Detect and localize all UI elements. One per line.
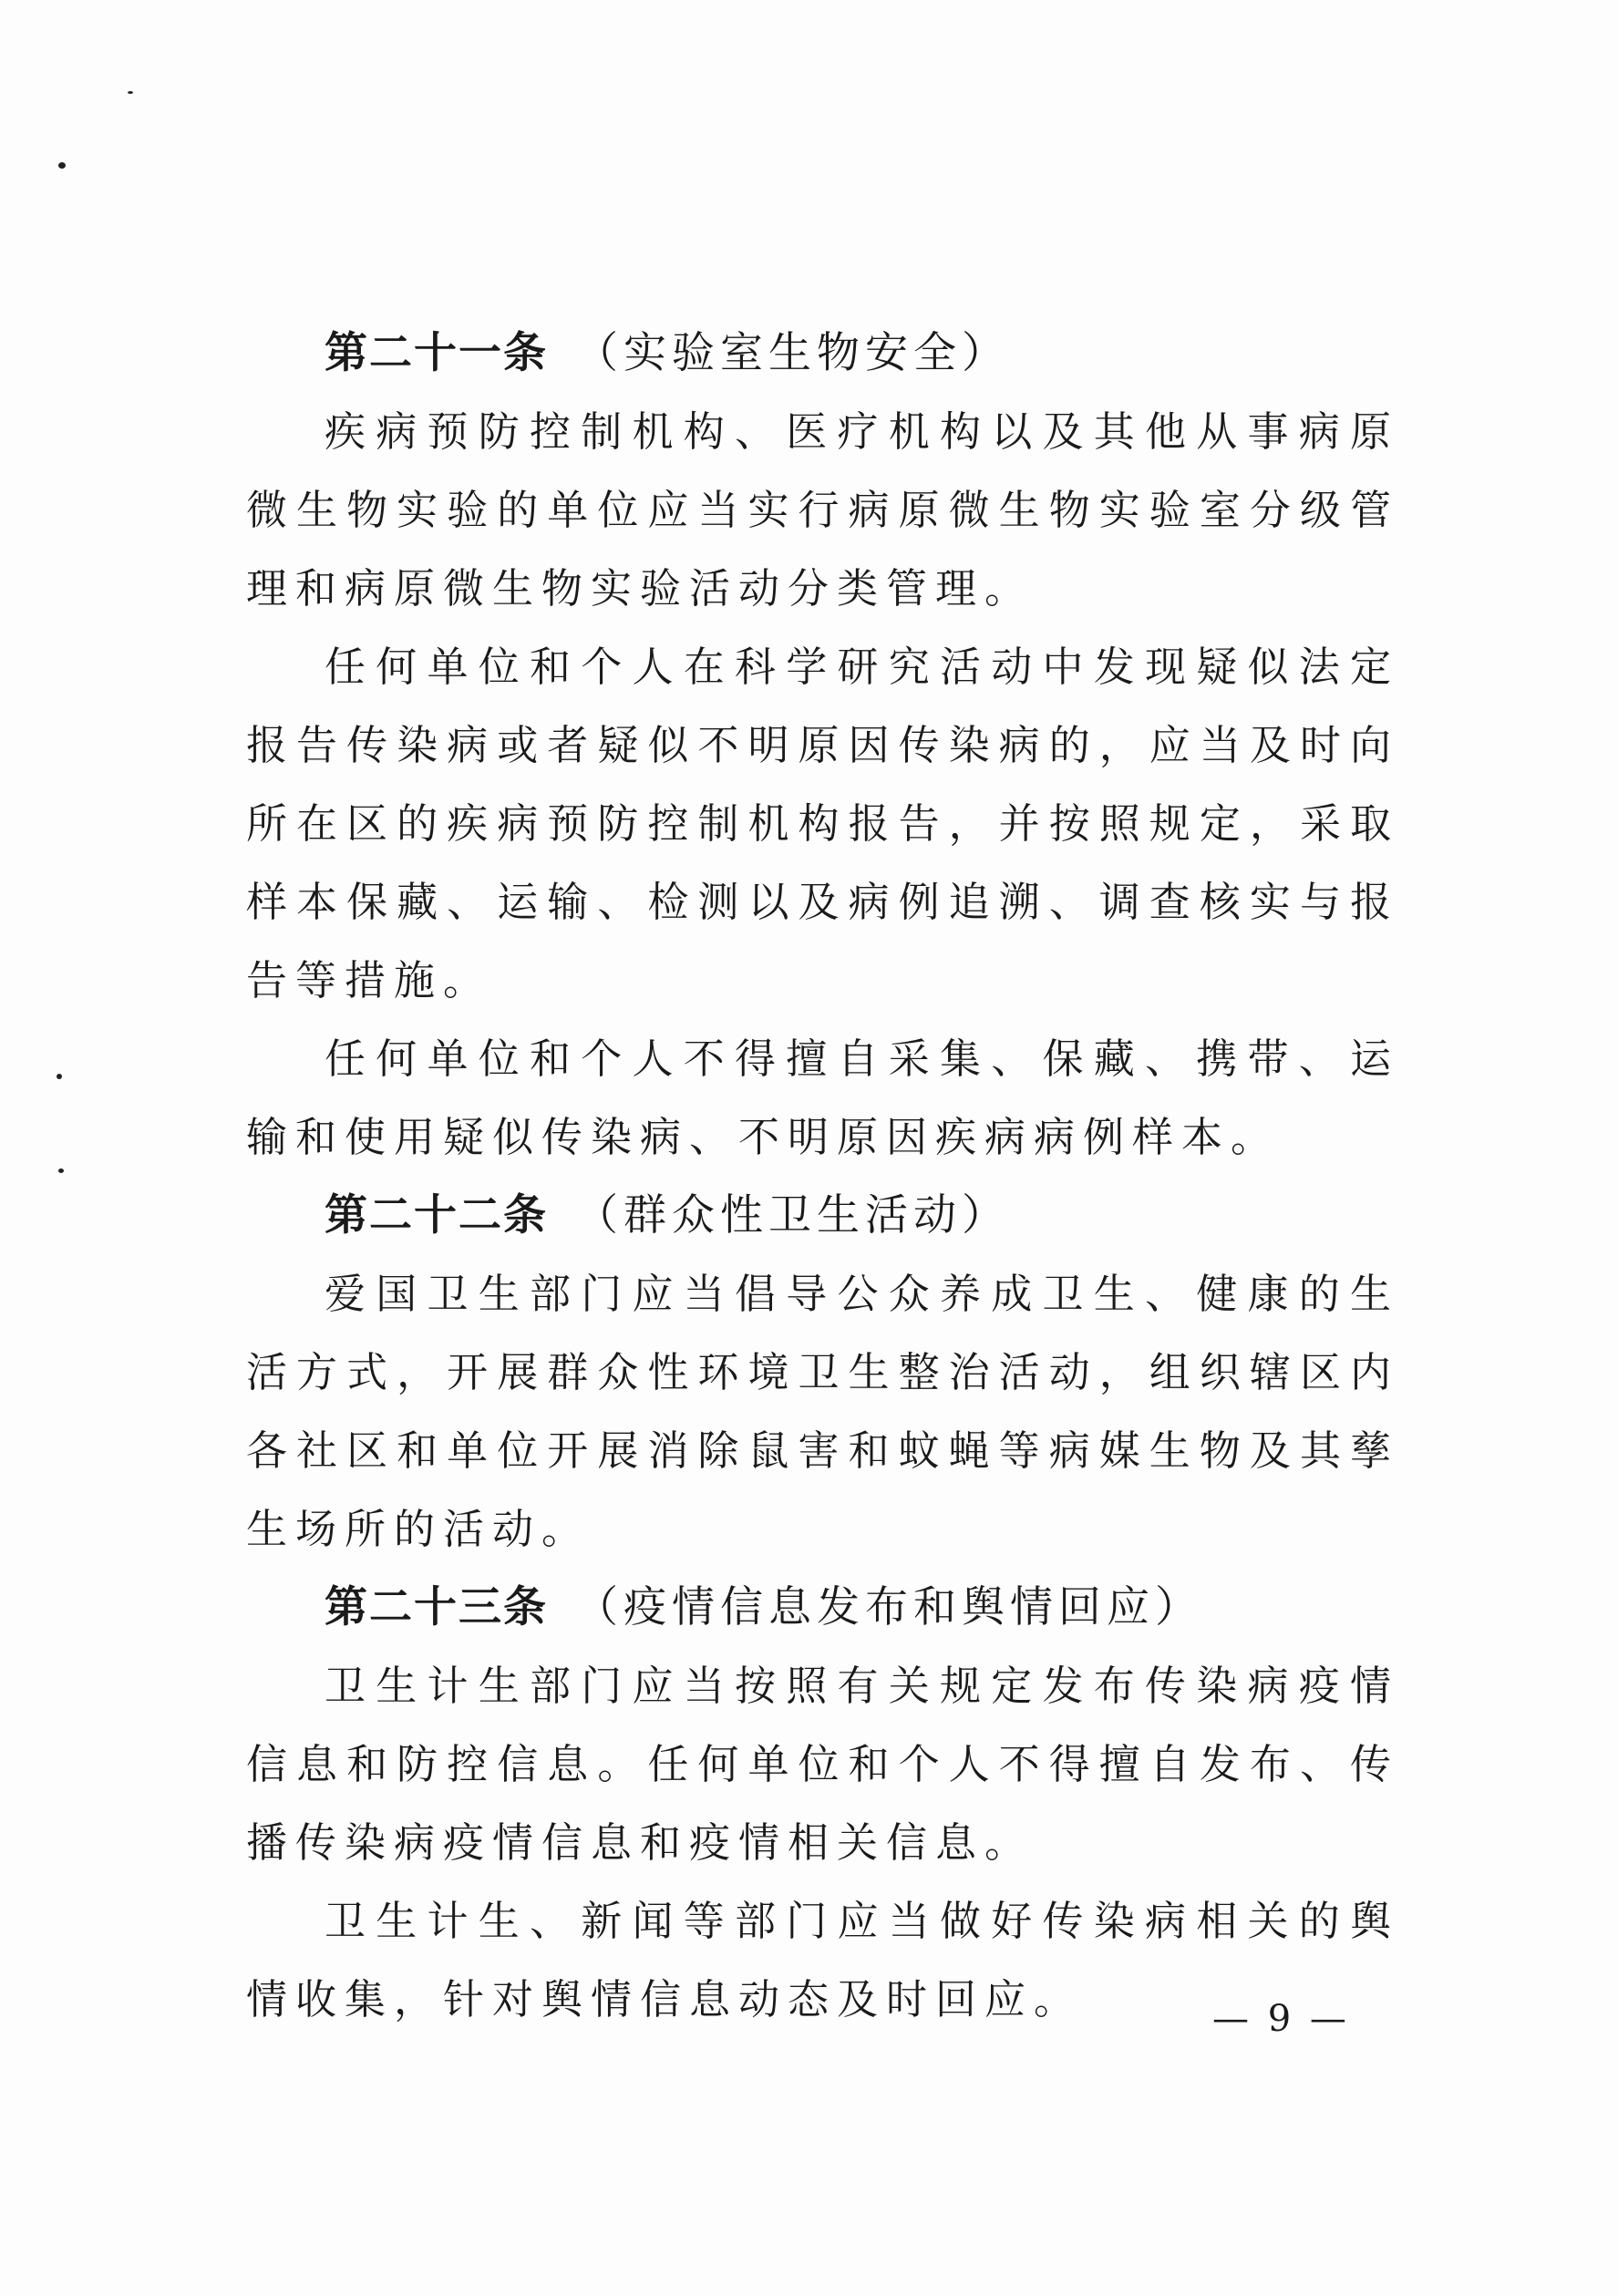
article-23 [246,1569,1399,2039]
scan-speck [58,162,66,169]
article-21 [246,314,1399,1177]
document-body [246,314,1399,2039]
article-heading [246,1177,1399,1255]
article-paragraph: 卫生计生部门应当按照有关规定发布传染病疫情信息和防控信息。任何单位和个人不得擅自发布、传播传染病疫情信息和疫情相关信息。 [246,1662,1399,1867]
article-22 [246,1177,1399,1569]
article-heading [246,1569,1399,1647]
article-paragraph: 任何单位和个人在科学研究活动中发现疑似法定报告传染病或者疑似不明原因传染病的，应当及时向所在区的疾病预防控制机构报告，并按照规定，采取样本保藏、运输、检测以及病例追溯、调查核实与报告等措施。 [246,643,1399,1004]
article-number: 第二十二条 [325,1190,548,1241]
article-title: （群众性卫生活动） [575,1190,1010,1241]
article-paragraph: 爱国卫生部门应当倡导公众养成卫生、健康的生活方式，开展群众性环境卫生整治活动，组织辖区内各社区和单位开展消除鼠害和蚊蝇等病媒生物及其孳生场所的活动。 [246,1270,1399,1553]
scan-speck [57,1074,62,1079]
article-paragraph: 卫生计生、新闻等部门应当做好传染病相关的舆情收集，针对舆情信息动态及时回应。 [246,1897,1399,2023]
article-paragraph: 疾病预防控制机构、医疗机构以及其他从事病原微生物实验的单位应当实行病原微生物实验室分级管理和病原微生物实验活动分类管理。 [246,407,1399,613]
scan-speck [128,91,133,94]
article-number: 第二十三条 [325,1582,548,1632]
article-title: （实验室生物安全） [575,328,1010,378]
scan-speck [58,1169,64,1173]
article-title: （疫情信息发布和舆情回应） [575,1582,1203,1632]
article-paragraph: 任何单位和个人不得擅自采集、保藏、携带、运输和使用疑似传染病、不明原因疾病病例样本。 [246,1035,1399,1161]
article-heading [246,314,1399,393]
article-number: 第二十一条 [325,328,548,378]
page-number: — 9 — [1212,1998,1350,2040]
